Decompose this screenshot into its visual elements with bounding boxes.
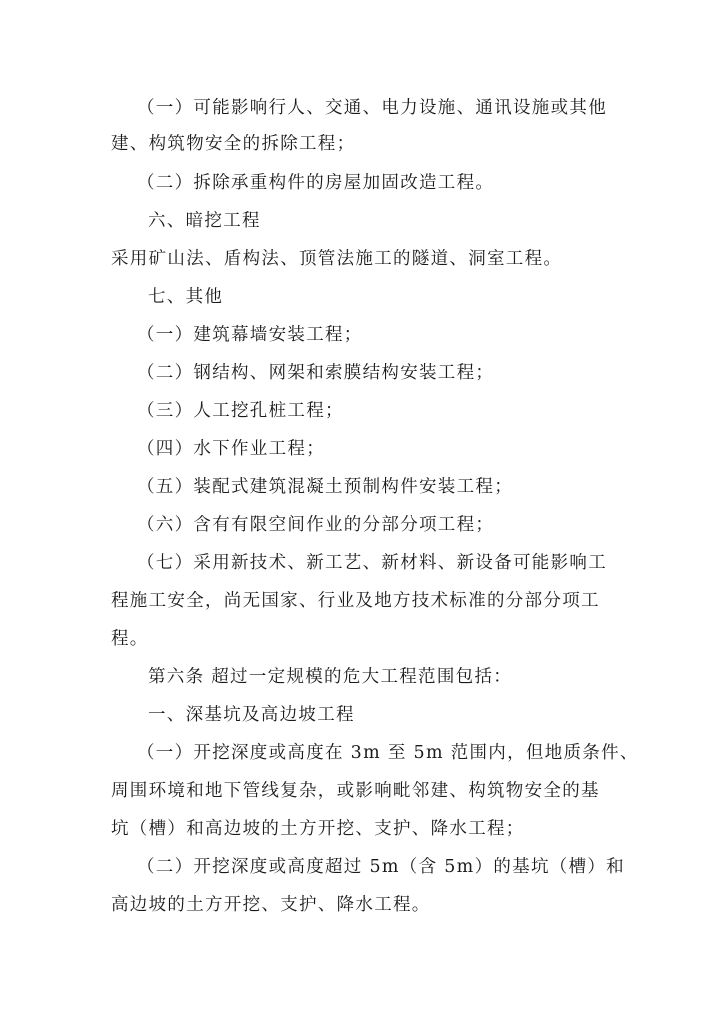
text-line-8: （二）钢结构、网架和索膜结构安装工程； (137, 363, 495, 383)
text-line-3: （二）拆除承重构件的房屋加固改造工程。 (137, 173, 495, 193)
text-line-21: （二）开挖深度或高度超过 5m（含 5m）的基坑（槽）和 (137, 857, 625, 877)
section-heading-one: 一、深基坑及高边坡工程 (148, 705, 355, 725)
text-line-1: （一）可能影响行人、交通、电力设施、通讯设施或其他 (137, 98, 607, 118)
text-line-19: 周围环境和地下管线复杂，或影响毗邻建、构筑物安全的基 (111, 781, 600, 801)
section-heading-seven: 七、其他 (148, 287, 224, 307)
text-line-9: （三）人工挖孔桩工程； (137, 401, 344, 421)
text-line-2: 建、构筑物安全的拆除工程； (111, 134, 356, 154)
text-line-13: （七）采用新技术、新工艺、新材料、新设备可能影响工 (137, 553, 607, 573)
text-line-14: 程施工安全，尚无国家、行业及地方技术标准的分部分项工 (111, 591, 600, 611)
text-line-10: （四）水下作业工程； (137, 439, 325, 459)
text-line-11: （五）装配式建筑混凝土预制构件安装工程； (137, 477, 513, 497)
text-line-15: 程。 (111, 629, 149, 649)
article-heading: 第六条 超过一定规模的危大工程范围包括： (148, 667, 513, 687)
text-line-20: 坑（槽）和高边坡的土方开挖、支护、降水工程； (111, 819, 525, 839)
section-heading-six: 六、暗挖工程 (148, 211, 261, 231)
text-line-7: （一）建筑幕墙安装工程； (137, 325, 363, 345)
text-line-5: 采用矿山法、盾构法、顶管法施工的隧道、洞室工程。 (111, 249, 563, 269)
text-line-12: （六）含有有限空间作业的分部分项工程； (137, 515, 495, 535)
text-line-18: （一）开挖深度或高度在 3m 至 5m 范围内，但地质条件、 (137, 743, 639, 763)
text-line-22: 高边坡的土方开挖、支护、降水工程。 (111, 895, 431, 915)
